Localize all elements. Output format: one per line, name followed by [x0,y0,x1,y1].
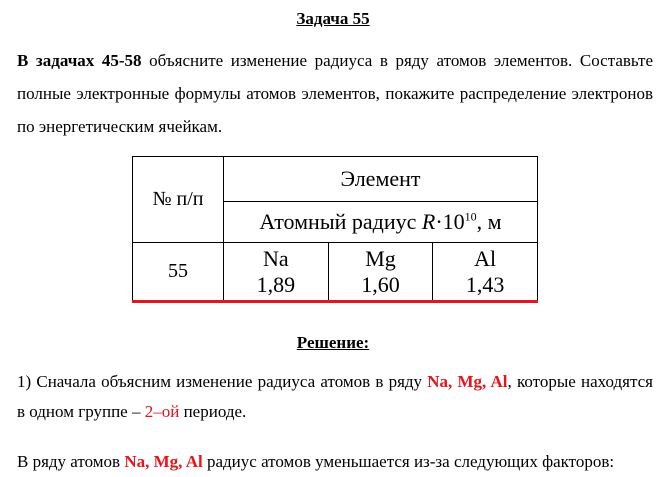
text-run: , которые находятся в одном группе – [17,372,653,421]
task-statement [17,44,653,143]
col-header-number: № п/п [133,157,224,243]
element-cell-al [433,243,538,301]
highlight-elements: Na, Mg, Al [124,452,203,471]
task-range: В задачах 45-58 [17,51,142,70]
red-underline [132,300,538,303]
element-symbol: Al [474,245,497,271]
solution-title: Решение: [296,333,370,352]
radius-unit: , м [476,209,502,234]
element-cell-mg [328,243,433,301]
col-header-element: Элемент [224,157,538,202]
col-header-radius [224,202,538,243]
radius-mult: ·10 [435,209,465,234]
solution-paragraph-1 [17,367,653,427]
text-run: радиус атомов уменьшается из-за следующих факторов: [202,452,615,471]
element-symbol: Na [263,245,289,271]
text-run: периоде. [179,402,247,421]
highlight-elements: Na, Mg, Al [427,372,508,391]
task-text: объясните изменение радиуса в ряду атомов элементов. Составьте полные электронные формулы атомов элементов, покажите распределение электронов по энергетическим ячейкам. [17,51,654,136]
element-radius: 1,60 [361,271,400,297]
element-radius: 1,43 [465,271,505,297]
element-symbol: Mg [365,245,396,271]
solution-paragraph-2 [17,447,666,477]
task-title: Задача 55 [296,9,370,28]
text-run: В ряду атомов [17,452,125,471]
element-cell-na [224,243,329,301]
text-run: 1) Сначала объясним изменение радиуса атомов в ряду [17,372,428,391]
element-radius: 1,89 [256,271,296,297]
row-number: 55 [133,243,224,301]
elements-table [132,156,538,301]
radius-var: R [421,209,436,234]
radius-label: Атомный радиус [259,209,422,234]
radius-exp: 10 [464,209,477,224]
highlight-period: 2–ой [144,402,180,421]
